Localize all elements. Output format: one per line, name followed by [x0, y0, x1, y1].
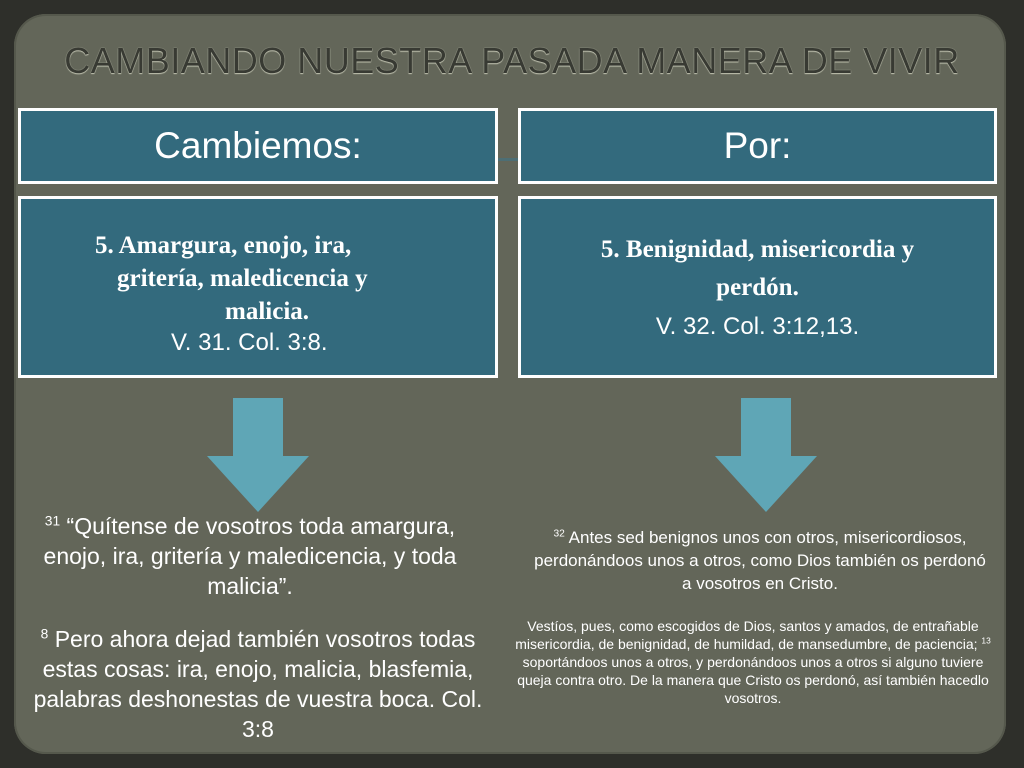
right-point: [521, 199, 994, 304]
verse-text: Antes sed benignos unos con otros, misericordiosos, perdonándoos unos a otros, como Dios también os perdonó a vosotros en Cristo.: [534, 528, 986, 593]
down-arrow-icon: [713, 398, 819, 514]
verse-text: “Quítense de vosotros toda amargura, enojo, ira, gritería y maledicencia, y toda malicia”.: [43, 513, 457, 599]
verse-text: soportándoos unos a otros, y perdonándoos unos a otros si alguno tuviere queja contra otro. De la manera que Cristo os perdonó, así también hacedlo vosotros.: [517, 654, 989, 706]
right-header-box: [518, 108, 997, 184]
right-content-box: [518, 196, 997, 378]
right-verse-32: [530, 526, 990, 595]
left-point: [21, 199, 495, 328]
right-point-line1: 5. Benignidad, misericordia y: [600, 236, 915, 263]
verse-number: 8: [40, 626, 49, 642]
left-reference: V. 31. Col. 3:8.: [171, 329, 328, 356]
right-header-label: Por:: [723, 125, 792, 166]
left-point-line3: malicia.: [225, 298, 310, 325]
left-header-label: Cambiemos:: [154, 125, 362, 166]
left-content-box: [18, 196, 498, 378]
left-verse-8: [30, 624, 486, 744]
slide-title: CAMBIANDO NUESTRA PASADA MANERA DE VIVIR: [64, 40, 960, 81]
left-point-line2: gritería, maledicencia y: [117, 265, 368, 292]
header-connector: [498, 158, 518, 161]
left-header-box: [18, 108, 498, 184]
verse-text: Vestíos, pues, como escogidos de Dios, santos y amados, de entrañable misericordia, de benignidad, de humildad, de mansedumbre, de paciencia;: [515, 618, 982, 652]
right-verse-12-13: [505, 617, 1001, 707]
left-point-line1: 5. Amargura, enojo, ira,: [95, 232, 352, 259]
verse-text: Pero ahora dejad también vosotros todas estas cosas: ira, enojo, malicia, blasfemia, palabras deshonestas de vuestra boca. Col. 3:8: [33, 626, 483, 742]
verse-number: 32: [553, 528, 565, 540]
left-verse-31: [40, 511, 460, 601]
right-point-line2: perdón.: [716, 274, 799, 301]
down-arrow-icon: [205, 398, 311, 514]
right-reference: V. 32. Col. 3:12,13.: [655, 313, 860, 340]
verse-number: 13: [981, 635, 991, 646]
verse-number: 31: [44, 513, 61, 529]
